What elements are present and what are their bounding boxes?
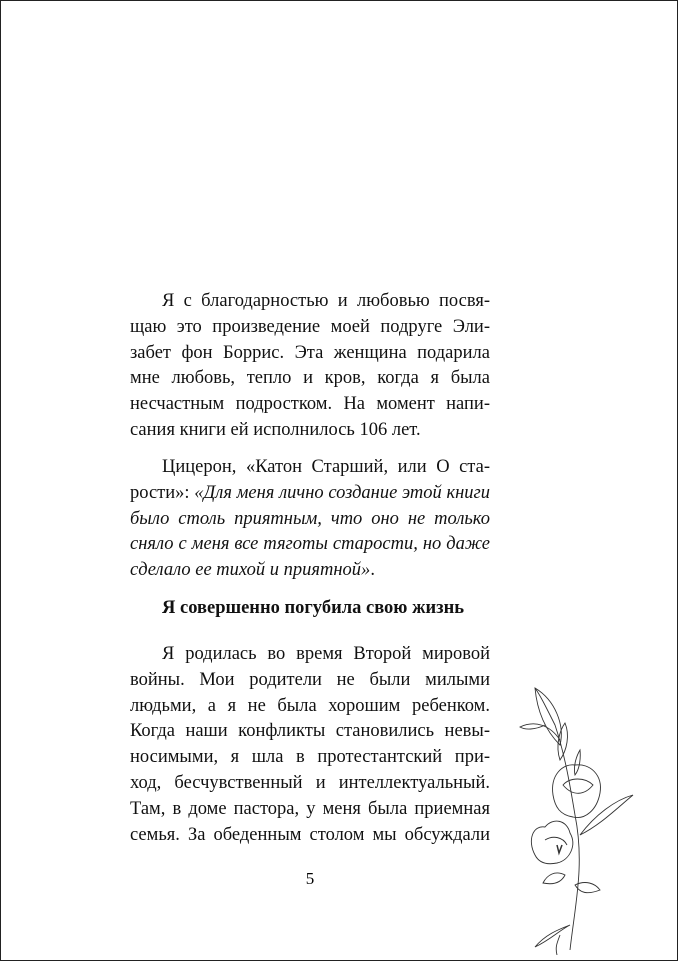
- dedication-paragraph: [130, 289, 490, 444]
- flower-illustration-icon: [515, 685, 635, 955]
- text-line: забет фон Боррис. Эта женщина подарила: [130, 342, 490, 363]
- text-line: Цицерон, «Катон Старший, или О ста-: [162, 457, 490, 477]
- body-paragraph: [130, 642, 490, 848]
- text-line: носимыми, я шла в протестантский при-: [130, 747, 490, 768]
- epigraph-quote: «Для меня лично создание этой книги: [194, 482, 490, 503]
- text-line: [130, 481, 490, 507]
- epigraph-quote: было столь приятным, что оно не только: [130, 508, 490, 529]
- text-line: [130, 558, 490, 584]
- section-heading: Я совершенно погубила свою жизнь: [162, 598, 465, 618]
- epigraph-source: рости»:: [130, 482, 195, 503]
- text-line: людьми, а я не была хорошим ребенком.: [130, 695, 490, 716]
- text-line: Когда наши конфликты становились невы-: [130, 721, 490, 742]
- text-line: семья. За обеденным столом мы обсуждали: [130, 824, 490, 845]
- text-line: ход, бесчувственный и интеллектуальный.: [130, 772, 490, 793]
- page-number: 5: [305, 869, 315, 888]
- text-line: Я с благодарностью и любовью посвя-: [162, 291, 490, 311]
- epigraph-quote: сделало ее тихой и приятной»: [130, 560, 371, 581]
- epigraph-paragraph: [130, 455, 490, 584]
- text-line: мне любовь, тепло и кров, когда я была: [130, 368, 490, 389]
- text-line: щаю это произведение моей подруге Эли-: [130, 316, 490, 337]
- text-line: несчастным подростком. На момент напи-: [130, 394, 490, 415]
- text-line: сания книги ей исполнилось 106 лет.: [130, 419, 421, 440]
- text-line: Там, в доме пастора, у меня была приемная: [130, 798, 490, 819]
- epigraph-quote: сняло с меня все тяготы старости, но даже: [130, 534, 490, 555]
- text-line: Я родилась во время Второй мировой: [162, 644, 490, 664]
- text-line: войны. Мои родители не были милыми: [130, 669, 490, 690]
- period: .: [370, 560, 375, 581]
